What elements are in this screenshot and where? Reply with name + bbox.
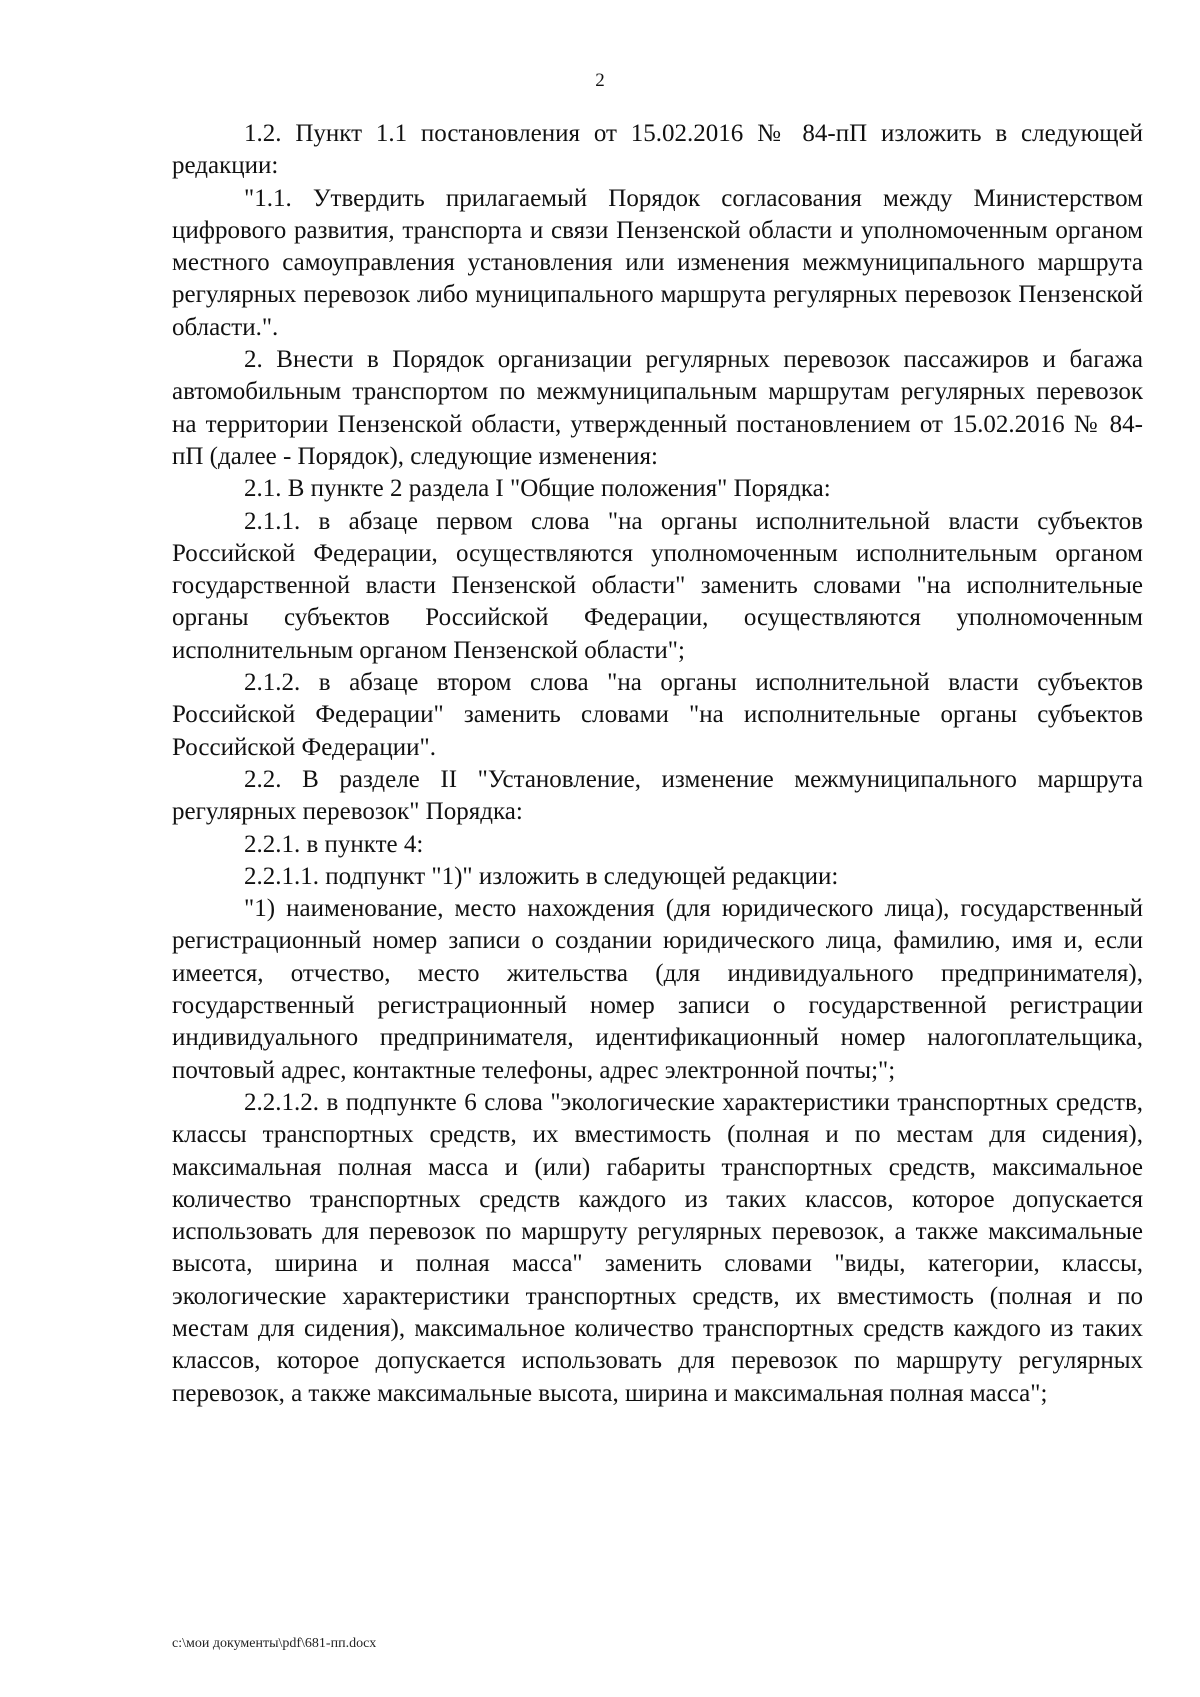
paragraph-2: 2. Внести в Порядок организации регулярных перевозок пассажиров и багажа автомобильным транспортом по межмуниципальным маршрутам регулярных перевозок на территории Пензенской области, утвержденный постановлением от 15.02.2016 № 84-пП (далее - Порядок), следующие изменения: [172, 346, 1143, 470]
document-body [172, 118, 1143, 1410]
footer-file-path: c:\мои документы\pdf\681-пп.docx [172, 1636, 377, 1651]
paragraph-2-1: 2.1. В пункте 2 раздела I "Общие положения" Порядка: [244, 475, 831, 503]
paragraph-2-1-2: 2.1.2. в абзаце втором слова "на органы исполнительной власти субъектов Российской Федерации" заменить словами "на исполнительные органы субъектов Российской Федерации". [172, 669, 1143, 761]
page-number: 2 [595, 70, 605, 91]
paragraph-2-2-1-1: 2.2.1.1. подпункт "1)" изложить в следующей редакции: [244, 862, 839, 890]
paragraph-2-2: 2.2. В разделе II "Установление, изменение межмуниципального маршрута регулярных перевозок" Порядка: [172, 765, 1143, 826]
paragraph-subpoint-1-quote: "1) наименование, место нахождения (для юридического лица), государственный регистрационный номер записи о создании юридического лица, фамилию, имя и, если имеется, отчество, место жительства (для индивидуального предпринимателя), государственный регистрационный номер записи о государственной регистрации индивидуального предпринимателя, идентификационный номер налогоплательщика, почтовый адрес, контактные телефоны, адрес электронной почты;"; [172, 895, 1143, 1084]
paragraph-1-2: 1.2. Пункт 1.1 постановления от 15.02.2016 № 84-пП изложить в следующей редакции: [172, 120, 1143, 180]
paragraph-2-1-1: 2.1.1. в абзаце первом слова "на органы исполнительной власти субъектов Российской Федерации, осуществляются уполномоченным исполнительным органом государственной власти Пензенской области" заменить словами "на исполнительные органы субъектов Российской Федерации, осуществляются уполномоченным исполнительным органом Пензенской области"; [172, 507, 1143, 664]
paragraph-2-2-1: 2.2.1. в пункте 4: [244, 830, 424, 858]
paragraph-2-2-1-2: 2.2.1.2. в подпункте 6 слова "экологические характеристики транспортных средств, классы транспортных средств, их вместимость (полная и по местам для сидения), максимальная полная масса и (или) габариты транспортных средств, максимальное количество транспортных средств каждого из таких классов, которое допускается использовать для перевозок по маршруту регулярных перевозок, а также максимальные высота, ширина и полная масса" заменить словами "виды, категории, классы, экологические характеристики транспортных средств, их вместимость (полная и по местам для сидения), максимальное количество транспортных средств каждого из таких классов, которое допускается использовать для перевозок по маршруту регулярных перевозок, а также максимальные высота, ширина и максимальная полная масса"; [172, 1088, 1143, 1407]
paragraph-1-1-quote: "1.1. Утвердить прилагаемый Порядок согласования между Министерством цифрового развития, транспорта и связи Пензенской области и уполномоченным органом местного самоуправления установления или изменения межмуниципального маршрута регулярных перевозок либо муниципального маршрута регулярных перевозок Пензенской области.". [172, 184, 1143, 341]
